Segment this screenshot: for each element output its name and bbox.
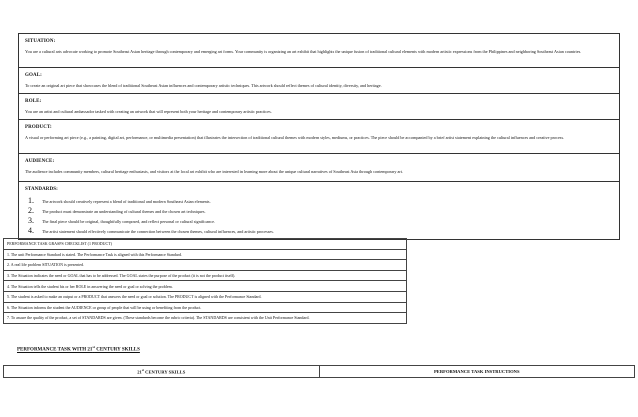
checklist-item: 7. To assure the quality of the product, a set of STANDARDS are given. (These standards become the rubric criteria). The STANDARDS are consistent with the Unit Performance Standard. <box>4 313 407 324</box>
standard-text: The product must demonstrate an understanding of cultural themes and the chosen art techniques. <box>42 209 206 214</box>
standard-number: 2. <box>28 206 34 215</box>
product-title: PRODUCT: <box>25 125 52 130</box>
skills-instructions-table <box>3 365 635 378</box>
grasps-checklist-table <box>3 238 407 324</box>
product-cell <box>19 120 620 154</box>
role-body: You are an artist and cultural ambassador tasked with creating an artwork that will represent both your heritage and contemporary artistic practices. <box>25 109 272 114</box>
heading-part-a: PERFORMANCE TASK WITH 21 <box>17 347 93 353</box>
audience-cell <box>19 154 620 182</box>
role-row <box>19 94 620 120</box>
checklist-row <box>4 281 407 292</box>
standards-cell <box>19 182 620 240</box>
goal-title: GOAL: <box>25 73 42 78</box>
grasps-table <box>18 33 620 240</box>
standards-row <box>19 182 620 240</box>
checklist-row <box>4 270 407 281</box>
checklist-header-row <box>4 239 407 250</box>
checklist-item: 6. The Situation informs the student the AUDIENCE or group of people that will be using or benefiting from the product. <box>4 302 407 313</box>
goal-body: To create an original art piece that showcases the blend of traditional Southeast Asian influences and contemporary artistic techniques. This artwork should reflect themes of cultural identity, diversity, and heritage. <box>25 83 382 88</box>
standard-number: 1. <box>28 196 34 205</box>
standard-item <box>25 226 613 236</box>
standard-number: 3. <box>28 216 34 225</box>
heading-superscript: st <box>92 345 95 349</box>
audience-body: The audience includes community members, cultural heritage enthusiasts, and visitors at the local art exhibit who are interested in learning more about the unique cultural narratives of Southeast Asia through contemporary art. <box>25 169 403 174</box>
checklist-row <box>4 249 407 260</box>
checklist-item: 5. The student is asked to make an output or a PRODUCT that answers the need or goal or solution. The PRODUCT is aligned with the Performance Standard. <box>4 291 407 302</box>
checklist-row <box>4 260 407 271</box>
situation-cell <box>19 34 620 68</box>
role-title: ROLE: <box>25 99 42 104</box>
standard-item <box>25 196 613 206</box>
col1-superscript: st <box>141 368 144 373</box>
standard-text: The artist statement should effectively communicate the connection between the chosen themes, cultural influences, and artistic processes. <box>42 229 274 234</box>
standard-item <box>25 206 613 216</box>
checklist-item: 4. The Situation tells the student his or her ROLE in answering the need or goal or solving the problem. <box>4 281 407 292</box>
col1-part-b: CENTURY SKILLS <box>143 369 186 375</box>
situation-body: You are a cultural arts advocate working to promote Southeast Asian heritage through contemporary and emerging art forms. Your community is organizing an art exhibit that highlights the unique fusion of traditional cultural elements with modern artistic expressions from the Philippines and neighboring Southeast Asian countries. <box>25 49 582 54</box>
skills-header-row <box>4 366 635 378</box>
col1-part-a: 21 <box>137 369 142 375</box>
performance-task-heading <box>17 345 140 353</box>
goal-cell <box>19 68 620 94</box>
checklist-item: 2. A real life problem SITUATION is presented. <box>4 260 407 271</box>
standard-text: The artwork should creatively represent a blend of traditional and modern Southeast Asian elements. <box>42 199 211 204</box>
goal-row <box>19 68 620 94</box>
standard-item <box>25 216 613 226</box>
checklist-row <box>4 313 407 324</box>
audience-row <box>19 154 620 182</box>
standards-list <box>25 196 613 236</box>
standard-text: The final piece should be original, thoughtfully composed, and reflect personal or cultural significance. <box>42 219 216 224</box>
audience-title: AUDIENCE: <box>25 159 55 164</box>
instructions-column-header: PERFORMANCE TASK INSTRUCTIONS <box>319 366 635 378</box>
situation-title: SITUATION: <box>25 39 56 44</box>
checklist-item: 1. The unit Performance Standard is stated. The Performance Task is aligned with this Performance Standard. <box>4 249 407 260</box>
role-cell <box>19 94 620 120</box>
checklist-title: PERFORMANCE TASK GRASPS CHECKLIST (1 PRODUCT) <box>4 239 407 250</box>
checklist-row <box>4 291 407 302</box>
product-row <box>19 120 620 154</box>
checklist-item: 3. The Situation indicates the need or GOAL that has to be addressed. The GOAL states the purpose of the product (it is not the product itself). <box>4 270 407 281</box>
checklist-row <box>4 302 407 313</box>
product-body: A visual or performing art piece (e.g., a painting, digital art, performance, or multimedia presentation) that illustrates the intersection of traditional cultural themes with modern styles, mediums, or practices. The piece should be accompanied by a brief artist statement explaining the cultural influences and creative process. <box>25 135 565 140</box>
standards-title: STANDARDS: <box>25 187 58 192</box>
heading-part-b: CENTURY SKILLS <box>94 347 140 353</box>
standard-number: 4. <box>28 226 34 235</box>
situation-row <box>19 34 620 68</box>
skills-column-header <box>4 366 320 378</box>
